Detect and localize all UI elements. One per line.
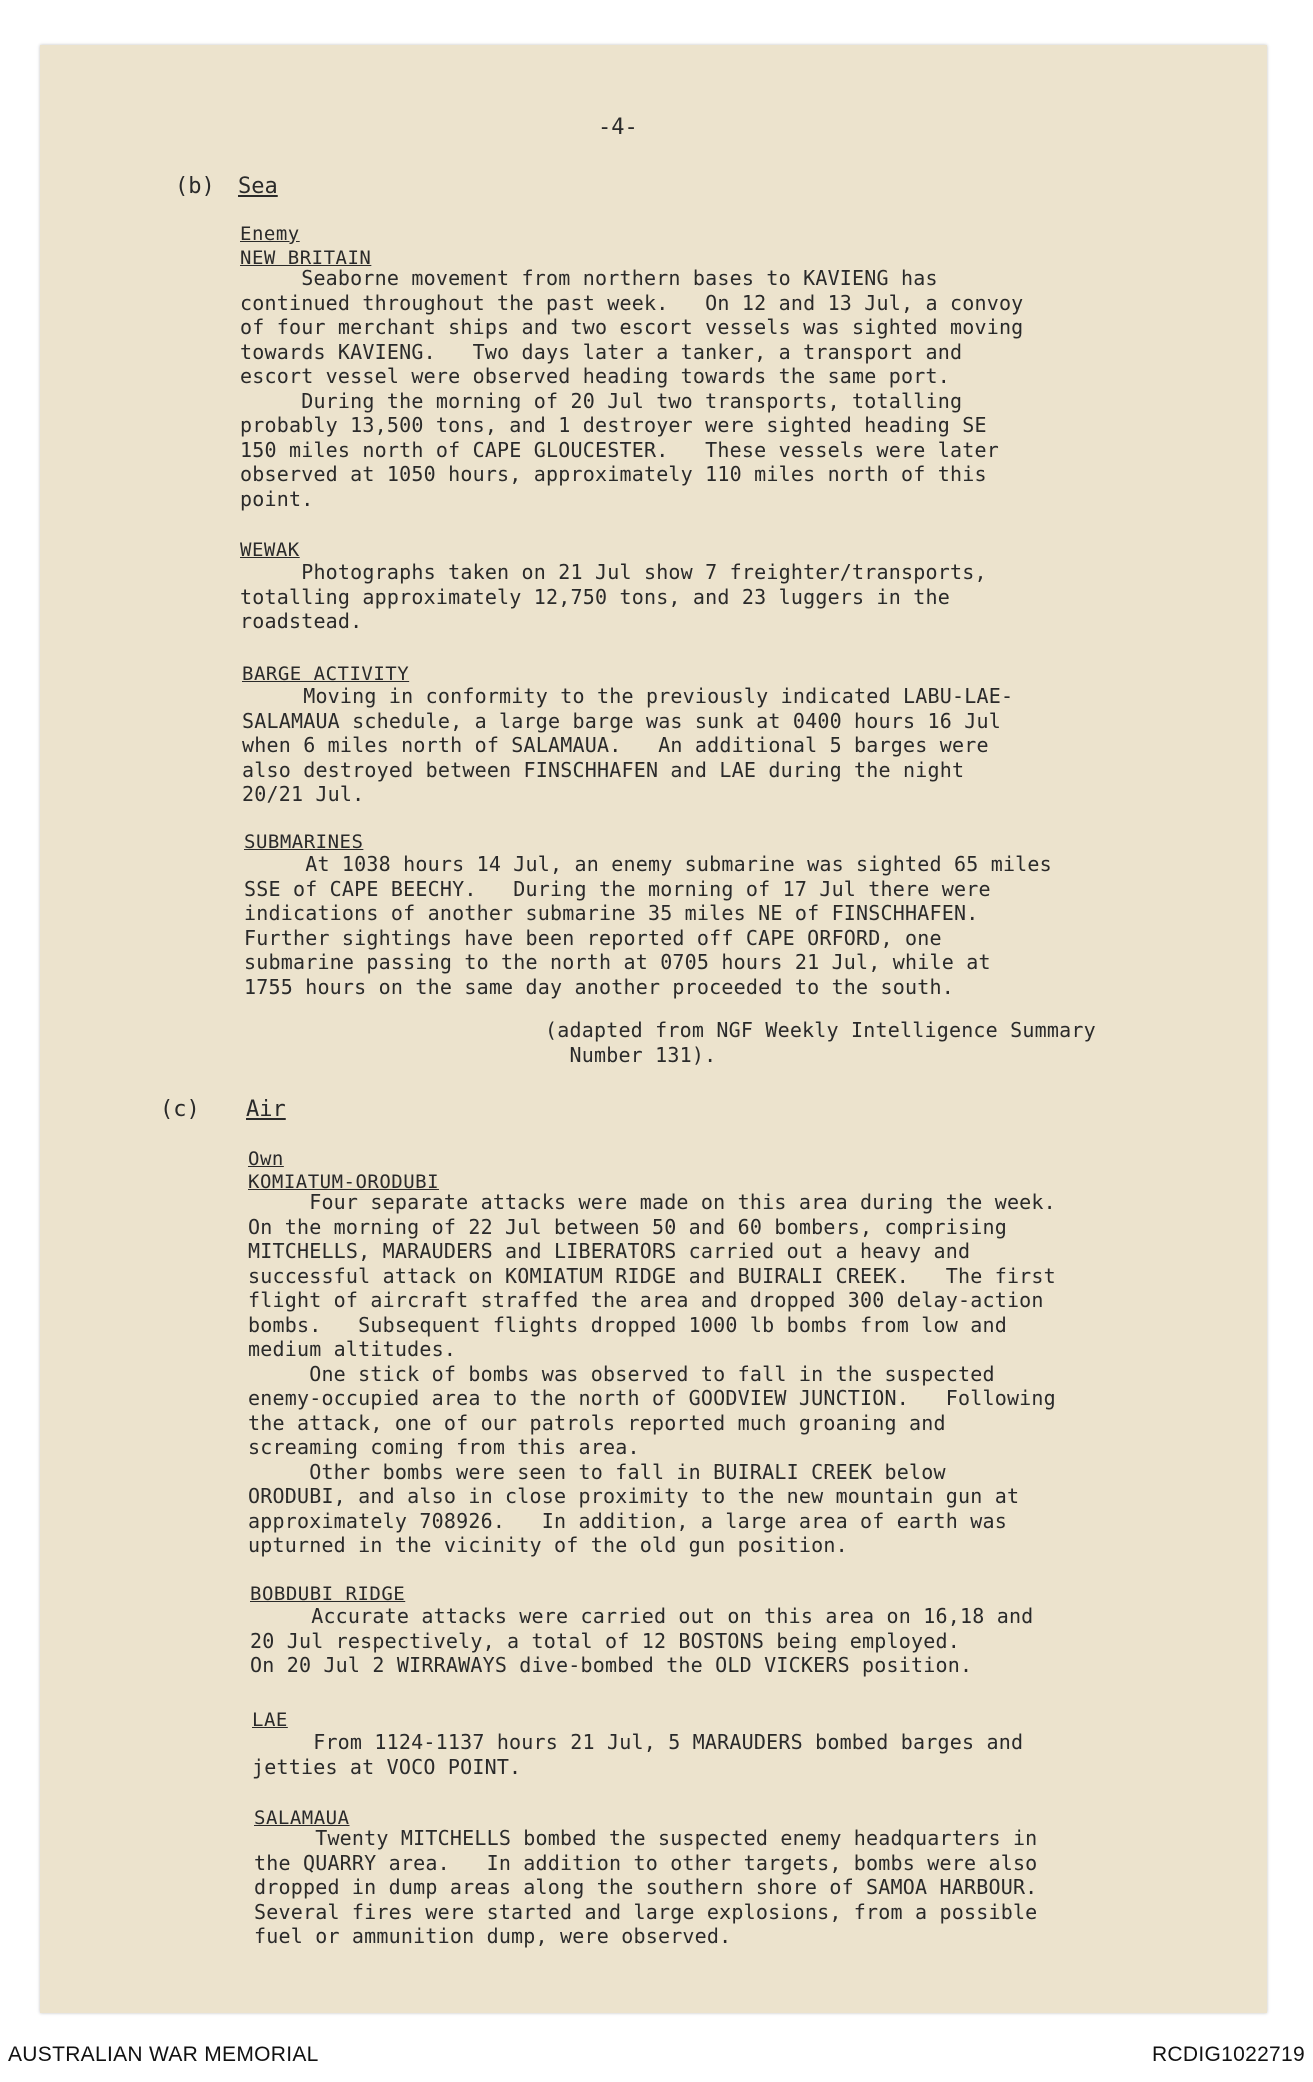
air-heading-own: Own: [248, 1148, 284, 1170]
bobdubi-text: Accurate attacks were carried out on this area on 16,18 and 20 Jul respectively, a total of 12 BOSTONS being employed. On 20 Jul 2 WIRRAWAYS dive-bombed the OLD VICKERS position.: [250, 1604, 1034, 1677]
sea-source-note: (adapted from NGF Weekly Intelligence Summary Number 131).: [545, 1018, 1096, 1067]
lae-text: From 1124-1137 hours 21 Jul, 5 MARAUDERS bombed barges and jetties at VOCO POINT.: [252, 1730, 1024, 1779]
new-britain-text: Seaborne movement from northern bases to KAVIENG has continued throughout the past week. On 12 and 13 Jul, a convoy of four merchant ships and two escort vessels was sighted moving towards KAVIENG. Two days later a tanker, a transport and escort vessel were observed heading towards the same port. During the morning of 20 Jul two transports, totalling probably 13,500 tons, and 1 destroyer were sighted heading SE 150 miles north of CAPE GLOUCESTER. These vessels were later observed at 1050 hours, approximately 110 miles north of this point.: [240, 266, 1024, 511]
komiatum-text: Four separate attacks were made on this area during the week. On the morning of 22 Jul between 50 and 60 bombers, comprising MITCHELLS, MARAUDERS and LIBERATORS carried out a heavy and successful attack on KOMIATUM RIDGE and BUIRALI CREEK. The first flight of aircraft straffed the area and dropped 300 delay-action bombs. Subsequent flights dropped 1000 lb bombs from low and medium altitudes. One stick of bombs was observed to fall in the suspected enemy-occupied area to the north of GOODVIEW JUNCTION. Following the attack, one of our patrols reported much groaning and screaming coming from this area. Other bombs were seen to fall in BUIRALI CREEK below ORODUBI, and also in close proximity to the new mountain gun at approximately 708926. In addition, a large area of earth was upturned in the vicinity of the old gun position.: [248, 1190, 1056, 1557]
komiatum-title: KOMIATUM-ORODUBI: [248, 1171, 440, 1193]
barge-activity-title: BARGE ACTIVITY: [242, 663, 410, 685]
wewak-title: WEWAK: [240, 539, 300, 561]
salamaua-title: SALAMAUA: [254, 1807, 350, 1829]
footer-record-id: RCDIG1022719: [1151, 2043, 1305, 2066]
section-letter-air: (c): [160, 1097, 200, 1122]
section-letter-sea: (b): [175, 174, 215, 199]
bobdubi-title: BOBDUBI RIDGE: [250, 1583, 406, 1605]
section-title-sea: Sea: [238, 174, 278, 199]
barge-activity-text: Moving in conformity to the previously indicated LABU-LAE- SALAMAUA schedule, a large barge was sunk at 0400 hours 16 Jul when 6 miles north of SALAMAUA. An additional 5 barges were also destroyed between FINSCHHAFEN and LAE during the night 20/21 Jul.: [242, 684, 1014, 806]
wewak-text: Photographs taken on 21 Jul show 7 freighter/transports, totalling approximately 12,750 tons, and 23 luggers in the roadstead.: [240, 560, 987, 633]
section-title-air: Air: [246, 1097, 286, 1122]
salamaua-text: Twenty MITCHELLS bombed the suspected enemy headquarters in the QUARRY area. In addition to other targets, bombs were also dropped in dump areas along the southern shore of SAMOA HARBOUR. Several fires were started and large explosions, from a possible fuel or ammunition dump, were observed.: [254, 1826, 1038, 1948]
sea-heading-enemy: Enemy: [240, 223, 300, 245]
submarines-title: SUBMARINES: [244, 831, 364, 853]
footer-archive-name: AUSTRALIAN WAR MEMORIAL: [8, 2043, 319, 2066]
new-britain-title: NEW BRITAIN: [240, 247, 372, 269]
submarines-text: At 1038 hours 14 Jul, an enemy submarine was sighted 65 miles SSE of CAPE BEECHY. During the morning of 17 Jul there were indications of another submarine 35 miles NE of FINSCHHAFEN. Further sightings have been reported off CAPE ORFORD, one submarine passing to the north at 0705 hours 21 Jul, while at 1755 hours on the same day another proceeded to the south.: [244, 852, 1052, 999]
page-number: -4-: [598, 115, 638, 140]
lae-title: LAE: [252, 1709, 288, 1731]
